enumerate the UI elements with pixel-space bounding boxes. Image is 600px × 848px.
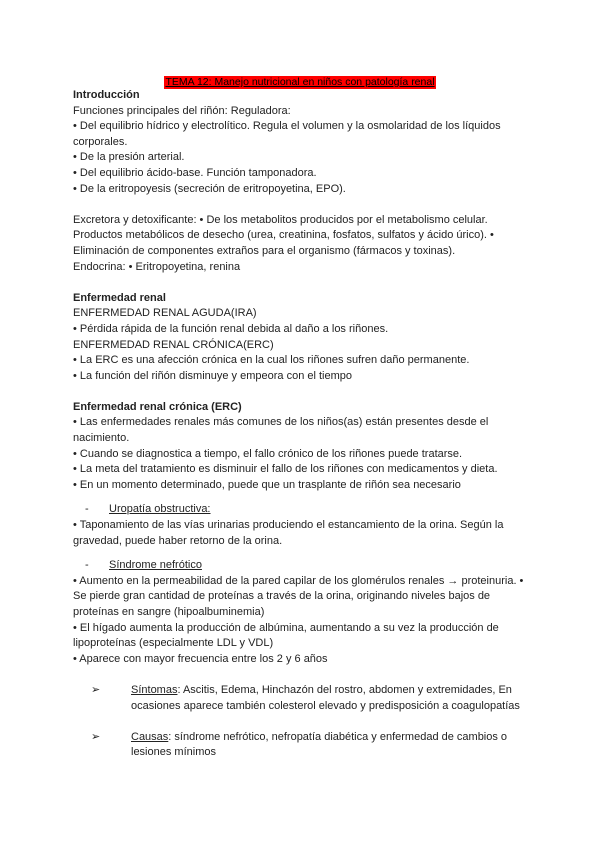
text-line: Se pierde gran cantidad de proteínas a través de la orina, originando niveles bajos de [73,590,491,603]
text-line: ENFERMEDAD RENAL AGUDA(IRA) [73,307,257,320]
text-line: Excretora y detoxificante: • De los metabolitos producidos por el metabolismo celular. [73,213,488,226]
text-line: ENFERMEDAD RENAL CRÓNICA(ERC) [73,338,274,351]
text-line: Productos metabólicos de desecho (urea, creatinina, fosfatos, sulfatos y ácido úrico). • [73,229,494,242]
text-line: corporales. [73,135,128,148]
text-line: • Aumento en la permeabilidad de la pared capilar de los glomérulos renales → proteinuria. • [73,574,524,587]
section-heading-erc: Enfermedad renal crónica (ERC) [73,400,242,413]
text-line: Eliminación de componentes extraños para el organismo (fármacos y toxinas). [73,244,456,257]
text-line: • En un momento determinado, puede que un trasplante de riñón sea necesario [73,478,461,491]
text-line: Endocrina: • Eritropoyetina, renina [73,260,241,273]
text-line: proteínas en sangre (hipoalbuminemia) [73,606,265,618]
sintomas-text: : Ascitis, Edema, Hinchazón del rostro, abdomen y extremidades, En [177,683,512,696]
page-title: TEMA 12: Manejo nutricional en niños con patología renal [165,76,435,88]
causas-text-cont: lesiones mínimos [131,746,216,759]
text-line: gravedad, puede haber retorno de la orina. [73,534,283,547]
causas-item [73,730,528,761]
sintomas-text-cont: ocasiones aparece también colesterol elevado y predisposición a coagulopatías [131,699,520,712]
text-line: • La ERC es una afección crónica en la cual los riñones sufren daño permanente. [73,354,470,367]
dash-marker: - [85,559,89,572]
section-heading-intro: Introducción [73,89,140,101]
subsection-heading-uropatia: Uropatía obstructiva: [109,503,211,516]
dash-marker: - [85,503,89,516]
text-line: • Aparece con mayor frecuencia entre los 2 y 6 años [73,652,328,665]
sintomas-label: Síntomas [131,683,178,696]
document-body [73,88,528,761]
text-line: • La función del riñón disminuye y empeora con el tiempo [73,369,353,382]
subsection-nefrotico [73,558,528,574]
text-line: Funciones principales del riñón: Reguladora: [73,104,291,117]
causas-text: : síndrome nefrótico, nefropatía diabética y enfermedad de cambios o [168,730,508,743]
text-line: • Taponamiento de las vías urinarias produciendo el estancamiento de la orina. Según la [73,519,504,532]
text-line: • Del equilibrio ácido-base. Función tamponadora. [73,166,317,179]
text-line: • Pérdida rápida de la función renal debida al daño a los riñones. [73,322,389,335]
text-line: • El hígado aumenta la producción de albúmina, aumentando a su vez la producción de [73,621,499,634]
text-line: • De la presión arterial. [73,151,185,164]
arrow-bullet-icon: ➢ [91,730,101,743]
text-line: lipoproteínas (especialmente LDL y VDL) [73,637,274,650]
text-line: • La meta del tratamiento es disminuir el fallo de los riñones con medicamentos y dieta. [73,463,498,476]
text-line: nacimiento. [73,432,130,445]
arrow-bullet-icon: ➢ [91,683,101,696]
subsection-uropatia [73,502,528,518]
sintomas-item [73,683,528,714]
section-heading-renal: Enfermedad renal [73,291,166,304]
text-line: • De la eritropoyesis (secreción de eritropoyetina, EPO). [73,182,346,195]
text-line: • Del equilibrio hídrico y electrolítico. Regula el volumen y la osmolaridad de los líquidos [73,120,501,133]
text-line: • Cuando se diagnostica a tiempo, el fallo crónico de los riñones puede tratarse. [73,447,463,460]
causas-label: Causas [131,730,169,743]
text-line: • Las enfermedades renales más comunes de los niños(as) están presentes desde el [73,416,489,429]
subsection-heading-nefrotico: Síndrome nefrótico [109,559,202,572]
